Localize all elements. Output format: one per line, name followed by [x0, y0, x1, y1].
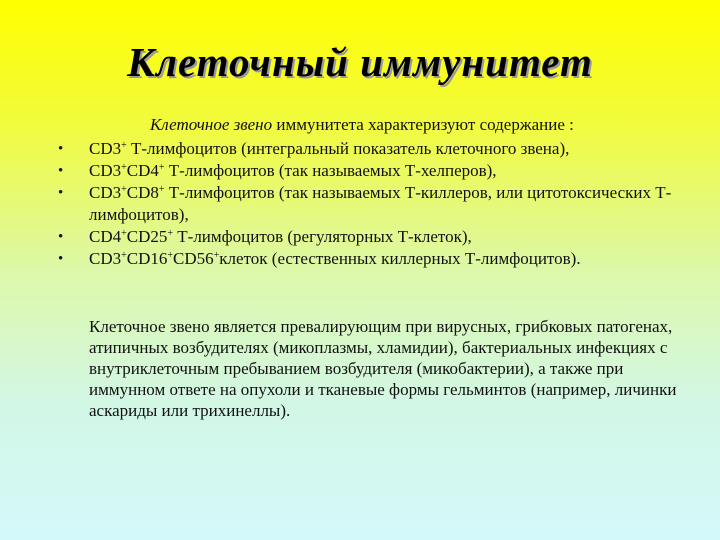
superscript-plus: + — [121, 140, 127, 151]
bullet-text: CD8 — [126, 183, 159, 202]
bullet-text: CD56 — [173, 249, 214, 268]
bullet-item — [0, 160, 720, 182]
bullet-text: Т-лимфоцитов (регуляторных Т-клеток), — [173, 227, 472, 246]
bullet-text: Т-лимфоцитов (интегральный показатель клеточного звена), — [126, 139, 570, 158]
bullet-text: клеток (естественных киллерных Т-лимфоцитов). — [219, 249, 581, 268]
bullet-list — [0, 138, 720, 270]
bullet-text: CD3 — [89, 161, 122, 180]
intro-line — [150, 114, 574, 136]
bullet-text: CD3 — [89, 183, 122, 202]
bullet-item — [0, 138, 720, 160]
bullet-text: CD4 — [89, 227, 122, 246]
superscript-plus: + — [121, 228, 127, 239]
bullet-item — [0, 182, 720, 226]
bullet-text: Т-лимфоцитов (так называемых Т-хелперов), — [164, 161, 497, 180]
superscript-plus: + — [167, 250, 174, 261]
intro-italic: Клеточное звено — [150, 115, 273, 134]
bullet-item — [0, 248, 720, 270]
bullet-text: CD16 — [126, 249, 168, 268]
superscript-plus: + — [121, 250, 127, 261]
bullet-text: CD25 — [126, 227, 168, 246]
slide-title: Клеточный иммунитет — [127, 39, 593, 85]
bullet-text: CD3 — [89, 139, 122, 158]
bullet-item — [0, 226, 720, 248]
superscript-plus: + — [167, 228, 174, 239]
superscript-plus: + — [158, 162, 165, 173]
superscript-plus: + — [121, 162, 127, 173]
superscript-plus: + — [121, 184, 127, 195]
bullet-text: Т-лимфоцитов (так называемых Т-киллеров, или цитотоксических Т-лимфоцитов), — [89, 183, 672, 224]
bullet-text: CD4 — [126, 161, 159, 180]
bullet-text: CD3 — [89, 249, 122, 268]
superscript-plus: + — [158, 184, 165, 195]
intro-text: иммунитета характеризуют содержание : — [272, 115, 574, 134]
superscript-plus: + — [213, 250, 220, 261]
summary-paragraph: Клеточное звено является превалирующим при вирусных, грибковых патогенах, атипичных возбудителях (микоплазмы, хламидии), бактериальных инфекциях с внутриклеточным пребыванием возбудителя (микобактерии), а также при иммунном ответе на опухоли и тканевые формы гельминтов (например, личинки аскариды или трихинеллы). — [89, 317, 677, 420]
